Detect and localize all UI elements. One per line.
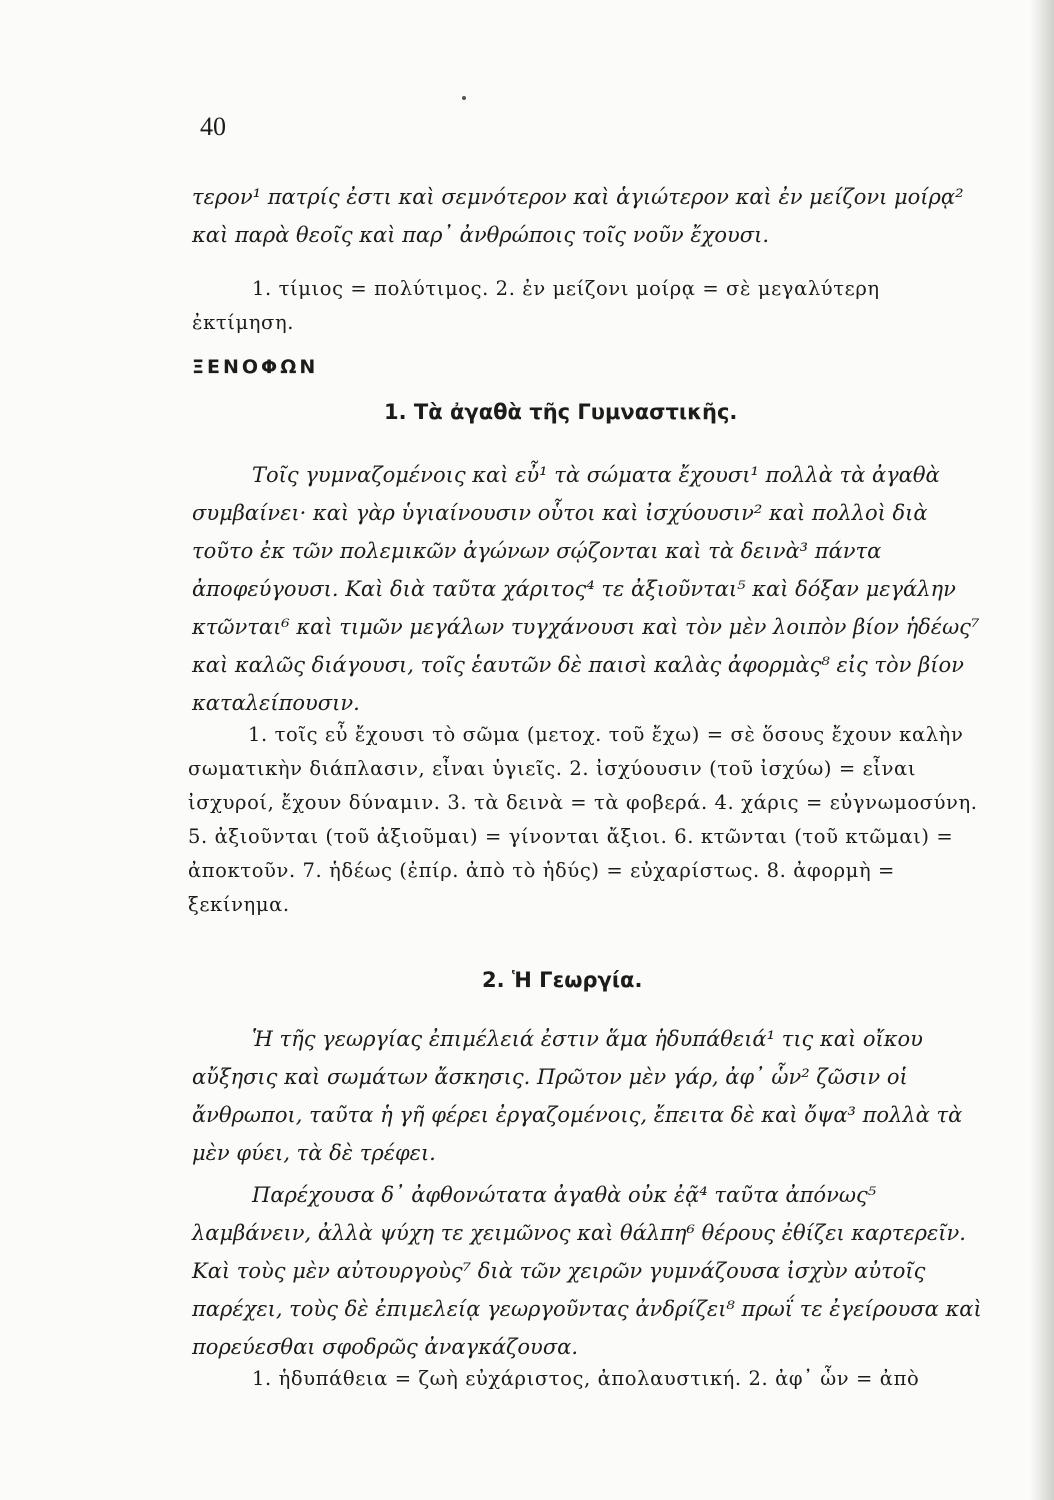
author-heading: ΞΕΝΟΦΩΝ (192, 356, 319, 378)
page-edge-shadow (1030, 0, 1054, 1500)
section-2-body (192, 1020, 988, 1366)
intro-text: τερον¹ πατρίς ἐστι καὶ σεμνότερον καὶ ἁγιώτερον καὶ ἐν μείζονι μοίρᾳ² καὶ παρὰ θεοῖς καὶ παρ᾽ ἀνθρώποις τοῖς νοῦν ἔχουσι. (192, 185, 964, 247)
intro-block (192, 178, 974, 340)
scan-speck (462, 96, 466, 100)
section-1-notes: 1. τοῖς εὖ ἔχουσι τὸ σῶμα (μετοχ. τοῦ ἔχω) = σὲ ὅσους ἔχουν καλὴν σωματικὴν διάπλασιν, εἶναι ὑγιεῖς. 2. ἰσχύουσιν (τοῦ ἰσχύω) = εἶναι ἰσχυροί, ἔχουν δύναμιν. 3. τὰ δεινὰ = τὰ φοβερά. 4. χάρις = εὐγνωμοσύνη. 5. ἀξιοῦνται (τοῦ ἀξιοῦμαι) = γίνονται ἄξιοι. 6. κτῶνται (τοῦ κτῶμαι) = ἀποκτοῦν. 7. ἡδέως (ἐπίρ. ἀπὸ τὸ ἡδύς) = εὐχαρίστως. 8. ἀφορμὴ = ξεκίνημα. (188, 723, 978, 916)
page-number: 40 (200, 112, 226, 141)
section-2-notes: 1. ἡδυπάθεια = ζωὴ εὐχάριστος, ἀπολαυστική. 2. ἀφ᾽ ὧν = ἀπὸ (252, 1367, 920, 1390)
section-1-title: 1. Τὰ ἀγαθὰ τῆς Γυμναστικῆς. (384, 400, 738, 424)
section-2-paragraph-2: Παρέχουσα δ᾽ ἀφθονώτατα ἀγαθὰ οὐκ ἐᾷ⁴ ταῦτα ἀπόνως⁵ λαμβάνειν, ἀλλὰ ψύχη τε χειμῶνος καὶ θάλπη⁶ θέρους ἐθίζει καρτερεῖν. Καὶ τοὺς μὲν αὐτουργοὺς⁷ διὰ τῶν χειρῶν γυμνάζουσα ἰσχὺν αὐτοῖς παρέχει, τοὺς δὲ ἐπιμελείᾳ γεωργοῦντας ἀνδρίζει⁸ πρωΐ τε ἐγείρουσα καὶ πορεύεσθαι σφοδρῶς ἀναγκάζουσα. (192, 1183, 982, 1359)
section-2-paragraph-1: Ἡ τῆς γεωργίας ἐπιμέλειά ἐστιν ἅμα ἡδυπάθειά¹ τις καὶ οἴκου αὔξησις καὶ σωμάτων ἄσκησις. Πρῶτον μὲν γάρ, ἀφ᾽ ὧν² ζῶσιν οἱ ἄνθρωποι, ταῦτα ἡ γῆ φέρει ἐργαζομένοις, ἔπειτα δὲ καὶ ὄψα³ πολλὰ τὰ μὲν φύει, τὰ δὲ τρέφει. (192, 1027, 963, 1165)
section-1-paragraph-1: Τοῖς γυμναζομένοις καὶ εὖ¹ τὰ σώματα ἔχουσι¹ πολλὰ τὰ ἀγαθὰ συμβαίνει· καὶ γὰρ ὑγιαίνουσιν οὗτοι καὶ ἰσχύουσιν² καὶ πολλοὶ διὰ τοῦτο ἐκ τῶν πολεμικῶν ἀγώνων σῴζονται καὶ τὰ δεινὰ³ πάντα ἀποφεύγουσι. Καὶ διὰ ταῦτα χάριτος⁴ τε ἀξιοῦνται⁵ καὶ δόξαν μεγάλην κτῶνται⁶ καὶ τιμῶν μεγάλων τυγχάνουσι καὶ τὸν μὲν λοιπὸν βίον ἡδέως⁷ καὶ καλῶς διάγουσι, τοῖς ἑαυτῶν δὲ παισὶ καλὰς ἀφορμὰς⁸ εἰς τὸν βίον καταλείπουσιν. (192, 463, 980, 715)
section-1-notes-block (188, 718, 988, 922)
section-2-title: 2. Ἡ Γεωργία. (482, 968, 643, 992)
section-2-notes-block (192, 1362, 988, 1396)
section-1-body (192, 456, 982, 722)
intro-notes: 1. τίμιος = πολύτιμος. 2. ἐν μείζονι μοίρᾳ = σὲ μεγαλύτερη ἐκτίμηση. (192, 277, 880, 334)
